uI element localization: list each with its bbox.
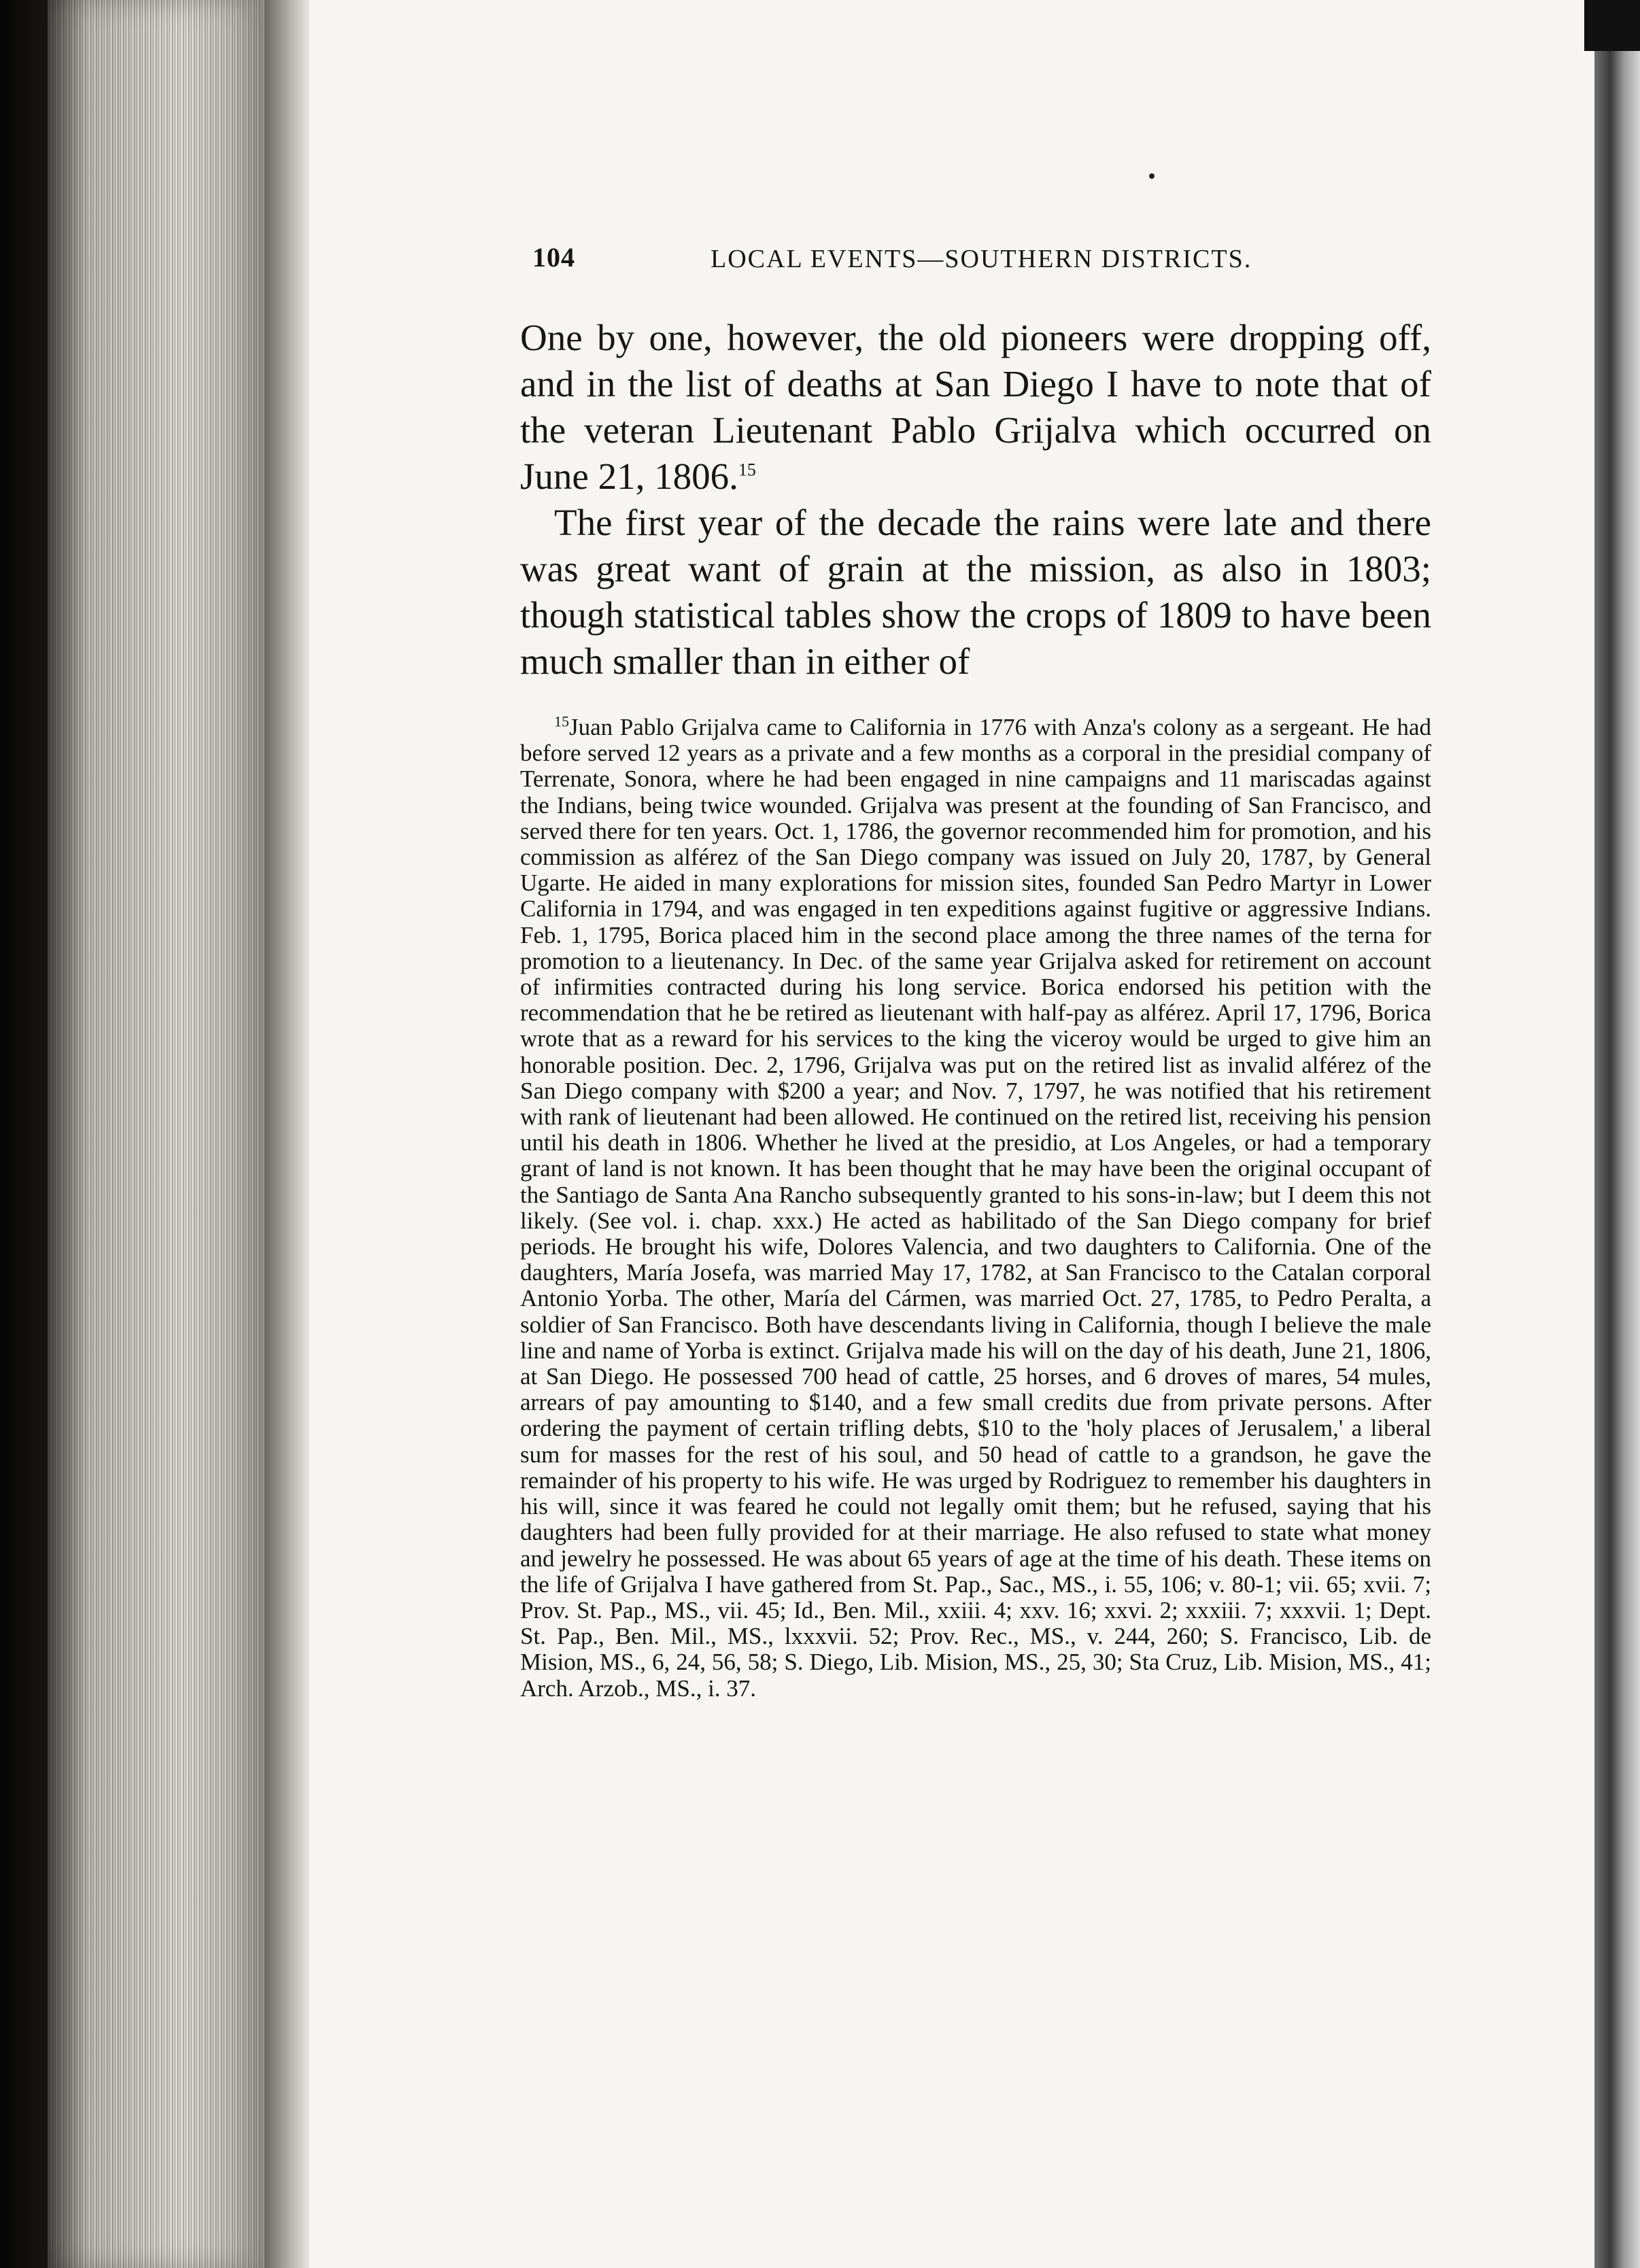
footnote (520, 712, 1431, 1702)
page-edges-shadow (48, 0, 272, 2268)
footnote-paragraph (520, 712, 1431, 1702)
ink-speck (1149, 173, 1155, 179)
body-paragraph-2: The first year of the decade the rains were late and there was great want of grain at the mission, as also in 1803; though statistical tables show the crops of 1809 to have been much smaller than in either of (520, 502, 1431, 682)
page-number: 104 (532, 242, 575, 273)
footnote-reference: 15 (738, 460, 756, 480)
body-paragraph-1 (520, 315, 1431, 500)
text-column (520, 241, 1431, 1702)
footnote-marker: 15 (554, 712, 569, 730)
book-gutter (265, 0, 313, 2268)
footnote-text: Juan Pablo Grijalva came to California in 1776 with Anza's colony as a sergeant. He had before served 12 years as a private and a few months as a corporal in the presidial company of Terrenate, Sonora, where he had been engaged in nine campaigns and 11 mariscadas against the Indians, being twice wounded. Grijalva was present at the founding of San Francisco, and served there for ten years. Oct. 1, 1786, the governor recommended him for promotion, and his commission as alférez of the San Diego company was issued on July 20, 1787, by General Ugarte. He aided in many explorations for mission sites, founded San Pedro Martyr in Lower California in 1794, and was engaged in ten expeditions against fugitive or aggressive Indians. Feb. 1, 1795, Borica placed him in the second place among the three names of the terna for promotion to a lieutenancy. In Dec. of the same year Grijalva asked for retirement on account of infirmities contracted during his long service. Borica endorsed his petition with the recommendation that he be retired as lieutenant with half-pay as alférez. April 17, 1796, Borica wrote that as a reward for his services to the king the viceroy would be urged to give him an honorable position. Dec. 2, 1796, Grijalva was put on the retired list as invalid alférez of the San Diego company with $200 a year; and Nov. 7, 1797, he was notified that his retirement with rank of lieutenant had been allowed. He continued on the retired list, receiving his pension until his death in 1806. Whether he lived at the presidio, at Los Angeles, or had a temporary grant of land is not known. It has been thought that he may have been the original occupant of the Santiago de Santa Ana Rancho subsequently granted to his sons-in-law; but I deem this not likely. (See vol. i. chap. xxx.) He acted as habilitado of the San Diego company for brief periods. He brought his wife, Dolores Valencia, and two daughters to California. One of the daughters, María Josefa, was married May 17, 1782, at San Francisco to the Catalan corporal Antonio Yorba. The other, María del Cármen, was married Oct. 27, 1785, to Pedro Peralta, a soldier of San Francisco. Both have descendants living in California, though I believe the male line and name of Yorba is extinct. Grijalva made his will on the day of his death, June 21, 1806, at San Diego. He possessed 700 head of cattle, 25 horses, and 6 droves of mares, 54 mules, arrears of pay amounting to $140, and a few small credits due from private persons. After ordering the payment of certain trifling debts, $10 to the 'holy places of Jerusalem,' a liberal sum for masses for the rest of his soul, and 50 head of cattle to a grandson, he gave the remainder of his property to his wife. He was urged by Rodriguez to remember his daughters in his will, since it was feared he could not legally omit them; but he refused, saying that his daughters had been fully provided for at their marriage. He also refused to state what money and jewelry he possessed. He was about 65 years of age at the time of his death. These items on the life of Grijalva I have gathered from St. Pap., Sac., MS., i. 55, 106; v. 80-1; vii. 65; xvii. 7; Prov. St. Pap., MS., vii. 45; Id., Ben. Mil., xxiii. 4; xxv. 16; xxvi. 2; xxxiii. 7; xxxvii. 1; Dept. St. Pap., Ben. Mil., MS., lxxxvii. 52; Prov. Rec., MS., v. 244, 260; S. Francisco, Lib. de Mision, MS., 6, 24, 56, 58; S. Diego, Lib. Mision, MS., 25, 30; Sta Cruz, Lib. Mision, MS., 41; Arch. Arzob., MS., i. 37. (520, 714, 1431, 1702)
right-page-edge (1594, 0, 1640, 2268)
page-header (520, 241, 1431, 289)
body-text (520, 315, 1431, 685)
body-paragraph-1-text: One by one, however, the old pioneers were dropping off, and in the list of deaths at San Diego I have to note that of the veteran Lieutenant Pablo Grijalva which occurred on June 21, 1806. (520, 317, 1431, 497)
running-head: LOCAL EVENTS—SOUTHERN DISTRICTS. (711, 245, 1252, 273)
right-corner-shadow (1584, 0, 1640, 51)
